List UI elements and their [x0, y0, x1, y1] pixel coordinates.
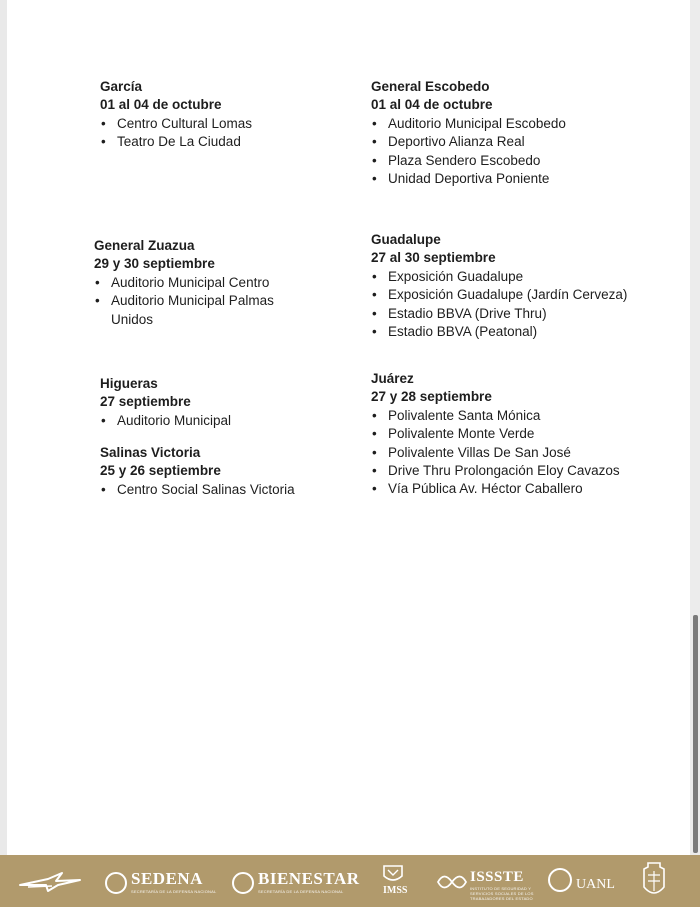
venue-item: • Auditorio Municipal Centro	[94, 274, 314, 292]
venue-list	[100, 115, 252, 152]
venue-item: • Auditorio Municipal Escobedo	[371, 115, 566, 133]
venue-item: • Polivalente Monte Verde	[371, 425, 620, 443]
venue-list	[94, 274, 314, 329]
venue-item: • Polivalente Santa Mónica	[371, 407, 620, 425]
municipality-block-general-escobedo	[371, 78, 566, 188]
imss-logo-text: IMSS	[383, 885, 408, 896]
venue-item: • Auditorio Municipal Palmas Unidos	[94, 292, 314, 329]
sedena-seal-icon	[105, 872, 127, 894]
municipality-block-guadalupe	[371, 231, 627, 341]
issste-emblem-icon	[436, 871, 468, 893]
venue-list	[100, 412, 231, 430]
sedena-logo	[131, 869, 216, 894]
date-range: 01 al 04 de octubre	[371, 97, 493, 113]
venue-item: • Vía Pública Av. Héctor Caballero	[371, 480, 620, 498]
venue-item: • Centro Social Salinas Victoria	[100, 481, 295, 499]
date-range: 01 al 04 de octubre	[100, 97, 222, 113]
coat-of-arms-icon	[640, 861, 668, 901]
issste-logo-subtitle: INSTITUTO DE SEGURIDAD Y SERVICIOS SOCIALES DE LOS TRABAJADORES DEL ESTADO	[470, 886, 534, 901]
page-edge-left	[0, 0, 7, 855]
venue-item: • Estadio BBVA (Drive Thru)	[371, 305, 627, 323]
venue-item: • Auditorio Municipal	[100, 412, 231, 430]
uanl-seal-icon	[548, 868, 572, 892]
municipality-name: General Zuazua	[94, 238, 195, 253]
municipality-name: Guadalupe	[371, 232, 441, 247]
venue-item: • Estadio BBVA (Peatonal)	[371, 323, 627, 341]
bienestar-seal-icon	[232, 872, 254, 894]
venue-item: • Exposición Guadalupe (Jardín Cerveza)	[371, 286, 627, 304]
date-range: 29 y 30 septiembre	[94, 256, 215, 272]
issste-logo-text: ISSSTE	[470, 869, 524, 885]
sedena-logo-subtitle: SECRETARÍA DE LA DEFENSA NACIONAL	[131, 889, 217, 894]
date-range: 27 y 28 septiembre	[371, 389, 492, 405]
footer-logo-banner	[0, 855, 700, 907]
date-range: 25 y 26 septiembre	[100, 463, 221, 479]
sedena-logo-text: SEDENA	[131, 869, 203, 888]
venue-item: • Centro Cultural Lomas	[100, 115, 252, 133]
uanl-logo-text: UANL	[576, 877, 615, 892]
venue-item: • Unidad Deportiva Poniente	[371, 170, 566, 188]
date-range: 27 al 30 septiembre	[371, 250, 496, 266]
venue-item: • Exposición Guadalupe	[371, 268, 627, 286]
municipality-name: Juárez	[371, 371, 414, 386]
venue-list	[371, 268, 627, 342]
municipality-name: General Escobedo	[371, 79, 490, 94]
bienestar-logo	[258, 869, 360, 894]
venue-list	[100, 481, 295, 499]
government-bird-logo-icon	[18, 871, 88, 893]
bienestar-logo-text: BIENESTAR	[258, 869, 360, 888]
municipality-name: García	[100, 79, 143, 94]
issste-logo	[470, 869, 540, 901]
date-range: 27 septiembre	[100, 394, 191, 410]
venue-item: • Plaza Sendero Escobedo	[371, 152, 566, 170]
venue-list	[371, 115, 566, 189]
venue-list	[371, 407, 620, 499]
municipality-name: Salinas Victoria	[100, 445, 201, 460]
scrollbar-thumb[interactable]	[693, 615, 698, 853]
municipality-block-juarez	[371, 370, 620, 499]
venue-item: • Drive Thru Prolongación Eloy Cavazos	[371, 462, 620, 480]
venue-item: • Deportivo Alianza Real	[371, 133, 566, 151]
venue-item: • Polivalente Villas De San José	[371, 444, 620, 462]
municipality-block-salinas-victoria	[100, 444, 295, 499]
municipality-block-garcia	[100, 78, 252, 152]
venue-item: • Teatro De La Ciudad	[100, 133, 252, 151]
municipality-block-higueras	[100, 375, 231, 430]
bienestar-logo-subtitle: SECRETARÍA DE LA DEFENSA NACIONAL	[258, 889, 344, 894]
municipality-block-general-zuazua	[94, 237, 314, 329]
municipality-name: Higueras	[100, 376, 158, 391]
imss-eagle-icon	[382, 864, 404, 884]
